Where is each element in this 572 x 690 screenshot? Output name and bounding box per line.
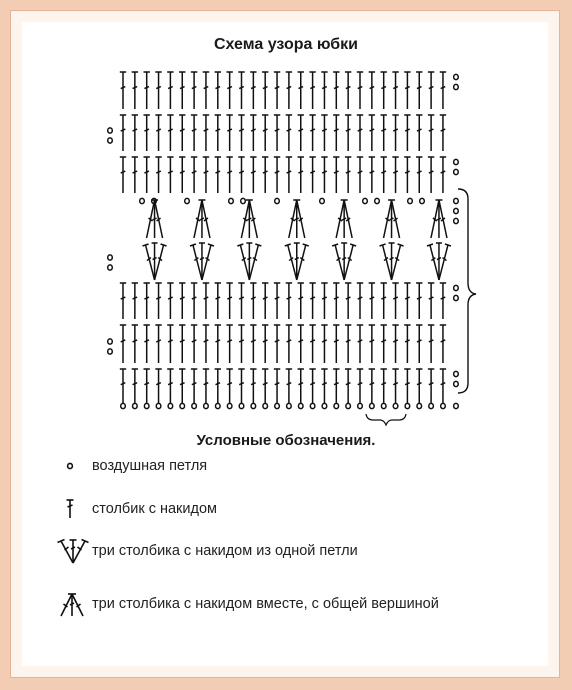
dc-stitch xyxy=(238,369,244,404)
dc-stitch xyxy=(286,115,292,151)
dc-stitch xyxy=(309,283,315,319)
legend-label-cluster: три столбика с накидом вместе, с общей вершиной xyxy=(92,596,439,612)
foundation-chain-stitch xyxy=(441,403,446,408)
dc-stitch xyxy=(155,369,161,404)
legend-label-dc: столбик с накидом xyxy=(92,501,217,517)
turning-chain-stitch xyxy=(108,339,113,344)
dc-stitch xyxy=(203,157,209,193)
dc-stitch xyxy=(392,115,398,151)
dc-stitch xyxy=(132,72,138,109)
dc-stitch xyxy=(250,157,256,193)
dc-stitch xyxy=(262,369,268,404)
dc-stitch xyxy=(238,325,244,363)
dc-stitch xyxy=(333,369,339,404)
turning-chain-stitch xyxy=(454,198,459,203)
legend-label-chain: воздушная петля xyxy=(92,458,208,474)
dc-stitch xyxy=(167,157,173,193)
between-chain-stitch xyxy=(420,198,425,203)
dc-stitch xyxy=(369,283,375,319)
dc-stitch xyxy=(381,369,387,404)
cluster-stitch xyxy=(194,200,210,238)
dc-stitch xyxy=(167,283,173,319)
dc-stitch xyxy=(404,72,410,109)
turning-chain-stitch xyxy=(108,349,113,354)
dc-stitch xyxy=(191,283,197,319)
dc-stitch xyxy=(238,283,244,319)
cluster-stitch xyxy=(384,200,400,238)
dc-stitch xyxy=(132,157,138,193)
dc-stitch xyxy=(120,115,126,151)
foundation-chain-stitch xyxy=(133,403,138,408)
dc-stitch xyxy=(274,115,280,151)
dc-stitch xyxy=(357,157,363,193)
dc-stitch xyxy=(321,157,327,193)
foundation-chain-stitch xyxy=(156,403,161,408)
column-repeat-brace xyxy=(366,414,406,425)
dc-stitch xyxy=(440,283,446,319)
dc-stitch xyxy=(144,369,150,404)
dc-stitch xyxy=(440,325,446,363)
dc-stitch xyxy=(345,157,351,193)
dc-stitch xyxy=(155,157,161,193)
foundation-chain-stitch xyxy=(429,403,434,408)
dc-stitch xyxy=(298,283,304,319)
dc-stitch xyxy=(298,72,304,109)
turning-chain-stitch xyxy=(454,371,459,376)
dc-stitch xyxy=(309,325,315,363)
fan-stitch xyxy=(380,243,404,280)
dc-stitch xyxy=(381,115,387,151)
dc-stitch xyxy=(262,115,268,151)
dc-stitch xyxy=(369,115,375,151)
dc-stitch xyxy=(440,369,446,404)
dc-stitch xyxy=(120,283,126,319)
dc-stitch xyxy=(428,325,434,363)
turning-chain-stitch xyxy=(454,84,459,89)
fan-stitch xyxy=(237,243,261,280)
legend-item-dc xyxy=(56,494,217,524)
dc-stitch xyxy=(416,369,422,404)
dc-stitch xyxy=(345,369,351,404)
dc-stitch xyxy=(250,325,256,363)
dc-stitch xyxy=(357,72,363,109)
legend-item-cluster xyxy=(56,589,439,619)
dc-stitch xyxy=(416,72,422,109)
fan-stitch xyxy=(190,243,214,280)
dc-stitch xyxy=(298,115,304,151)
dc-stitch xyxy=(191,72,197,109)
foundation-chain-stitch xyxy=(405,403,410,408)
dc-stitch xyxy=(250,369,256,404)
legend-item-chain xyxy=(56,451,207,481)
foundation-chain-stitch xyxy=(204,403,209,408)
dc-stitch xyxy=(309,369,315,404)
dc-stitch xyxy=(274,283,280,319)
dc-stitch xyxy=(179,115,185,151)
foundation-chain-stitch xyxy=(381,403,386,408)
dc-stitch xyxy=(369,157,375,193)
dc-stitch xyxy=(321,72,327,109)
dc-stitch xyxy=(215,283,221,319)
foundation-chain-stitch xyxy=(227,403,232,408)
turning-chain-stitch xyxy=(454,208,459,213)
dc-stitch xyxy=(120,72,126,109)
dc-stitch xyxy=(179,325,185,363)
dc-stitch xyxy=(167,72,173,109)
dc-stitch xyxy=(369,325,375,363)
dc-stitch xyxy=(298,369,304,404)
dc-stitch xyxy=(381,283,387,319)
foundation-chain-stitch xyxy=(180,403,185,408)
between-chain-stitch xyxy=(363,198,368,203)
between-chain-stitch xyxy=(320,198,325,203)
dc-stitch xyxy=(226,283,232,319)
foundation-chain-stitch xyxy=(168,403,173,408)
foundation-chain-stitch xyxy=(216,403,221,408)
between-chain-stitch xyxy=(408,198,413,203)
fan-stitch xyxy=(427,243,451,280)
turning-chain-stitch xyxy=(454,381,459,386)
dc-stitch xyxy=(333,115,339,151)
dc-stitch xyxy=(120,369,126,404)
dc-stitch xyxy=(428,115,434,151)
foundation-chain-stitch xyxy=(275,403,280,408)
dc-stitch xyxy=(226,72,232,109)
dc-stitch xyxy=(144,157,150,193)
dc-stitch xyxy=(215,369,221,404)
dc-stitch xyxy=(215,115,221,151)
dc-stitch xyxy=(309,157,315,193)
dc-stitch xyxy=(357,283,363,319)
foundation-chain-stitch xyxy=(358,403,363,408)
dc-stitch xyxy=(333,283,339,319)
row-repeat-bracket xyxy=(458,189,476,393)
foundation-chain-stitch xyxy=(192,403,197,408)
dc-stitch xyxy=(203,325,209,363)
dc-stitch xyxy=(357,115,363,151)
dc-stitch xyxy=(404,283,410,319)
dc-stitch xyxy=(262,283,268,319)
dc-stitch xyxy=(416,283,422,319)
double-crochet-icon xyxy=(56,494,90,524)
dc-stitch xyxy=(345,72,351,109)
turning-chain-stitch xyxy=(454,159,459,164)
dc-stitch xyxy=(215,72,221,109)
dc-stitch xyxy=(238,157,244,193)
dc-stitch xyxy=(215,157,221,193)
dc-stitch xyxy=(357,325,363,363)
dc-stitch xyxy=(309,115,315,151)
dc-stitch xyxy=(321,369,327,404)
turning-chain-stitch xyxy=(454,218,459,223)
turning-chain-stitch xyxy=(454,285,459,290)
foundation-chain-stitch xyxy=(393,403,398,408)
dc-stitch xyxy=(274,157,280,193)
between-chain-stitch xyxy=(229,198,234,203)
dc-stitch xyxy=(203,72,209,109)
dc-stitch xyxy=(333,157,339,193)
between-chain-stitch xyxy=(140,198,145,203)
dc-stitch xyxy=(392,72,398,109)
dc-stitch xyxy=(333,325,339,363)
dc-stitch xyxy=(262,325,268,363)
dc-stitch xyxy=(321,325,327,363)
dc-stitch xyxy=(392,325,398,363)
turning-chain-stitch xyxy=(108,138,113,143)
dc-stitch xyxy=(155,72,161,109)
dc-stitch xyxy=(191,115,197,151)
dc-stitch xyxy=(167,115,173,151)
dc-stitch xyxy=(381,72,387,109)
dc-stitch xyxy=(392,157,398,193)
foundation-chain-stitch xyxy=(346,403,351,408)
dc-stitch xyxy=(191,325,197,363)
dc-stitch xyxy=(203,115,209,151)
dc-stitch xyxy=(369,72,375,109)
dc-stitch xyxy=(309,72,315,109)
between-chain-stitch xyxy=(185,198,190,203)
dc-stitch xyxy=(179,157,185,193)
dc-stitch xyxy=(144,115,150,151)
turning-chain-stitch xyxy=(454,295,459,300)
dc-stitch xyxy=(286,325,292,363)
cluster-stitch xyxy=(431,200,447,238)
dc-stitch xyxy=(179,369,185,404)
dc-stitch xyxy=(404,369,410,404)
legend-item-fan xyxy=(56,536,358,566)
foundation-chain-stitch xyxy=(287,403,292,408)
dc-stitch xyxy=(144,325,150,363)
dc-stitch xyxy=(262,157,268,193)
dc-stitch xyxy=(167,369,173,404)
dc-stitch xyxy=(357,369,363,404)
dc-stitch xyxy=(132,115,138,151)
dc-stitch xyxy=(179,72,185,109)
dc-stitch xyxy=(226,157,232,193)
turning-chain-stitch xyxy=(108,265,113,270)
cluster-stitch xyxy=(147,200,163,238)
dc-stitch xyxy=(191,369,197,404)
dc-stitch xyxy=(345,283,351,319)
cluster-stitch-icon xyxy=(56,589,90,619)
dc-stitch xyxy=(250,283,256,319)
between-chain-stitch xyxy=(375,198,380,203)
dc-stitch xyxy=(298,325,304,363)
dc-stitch xyxy=(440,115,446,151)
dc-stitch xyxy=(428,72,434,109)
dc-stitch xyxy=(226,325,232,363)
dc-stitch xyxy=(440,72,446,109)
foundation-chain-stitch xyxy=(251,403,256,408)
foundation-chain-stitch xyxy=(322,403,327,408)
dc-stitch xyxy=(298,157,304,193)
dc-stitch xyxy=(274,369,280,404)
dc-stitch xyxy=(392,369,398,404)
foundation-chain-stitch xyxy=(298,403,303,408)
turning-chain-stitch xyxy=(108,128,113,133)
dc-stitch xyxy=(179,283,185,319)
cluster-stitch xyxy=(289,200,305,238)
dc-stitch xyxy=(404,115,410,151)
dc-stitch xyxy=(286,72,292,109)
dc-stitch xyxy=(238,115,244,151)
dc-stitch xyxy=(120,325,126,363)
dc-stitch xyxy=(286,157,292,193)
dc-stitch xyxy=(203,369,209,404)
dc-stitch xyxy=(286,283,292,319)
foundation-chain-stitch xyxy=(417,403,422,408)
dc-stitch xyxy=(381,157,387,193)
diagram-title: Схема узора юбки xyxy=(213,36,359,53)
dc-stitch xyxy=(155,115,161,151)
dc-stitch xyxy=(428,283,434,319)
chain-stitch-icon xyxy=(56,451,90,481)
fan-stitch xyxy=(285,243,309,280)
dc-stitch xyxy=(333,72,339,109)
dc-stitch xyxy=(321,283,327,319)
dc-stitch xyxy=(262,72,268,109)
dc-stitch xyxy=(404,157,410,193)
dc-stitch xyxy=(440,157,446,193)
dc-stitch xyxy=(416,157,422,193)
dc-stitch xyxy=(144,72,150,109)
dc-stitch xyxy=(345,115,351,151)
dc-stitch xyxy=(250,115,256,151)
foundation-chain-stitch xyxy=(310,403,315,408)
foundation-chain-stitch xyxy=(121,403,126,408)
dc-stitch xyxy=(321,115,327,151)
dc-stitch xyxy=(132,369,138,404)
foundation-chain-stitch xyxy=(263,403,268,408)
legend-label-fan: три столбика с накидом из одной петли xyxy=(92,543,358,559)
foundation-chain-stitch xyxy=(144,403,149,408)
dc-stitch xyxy=(191,157,197,193)
cluster-stitch xyxy=(241,200,257,238)
turning-chain-stitch xyxy=(454,403,459,408)
cluster-stitch xyxy=(336,200,352,238)
dc-stitch xyxy=(167,325,173,363)
dc-stitch xyxy=(274,325,280,363)
dc-stitch xyxy=(345,325,351,363)
between-chain-stitch xyxy=(241,198,246,203)
dc-stitch xyxy=(428,369,434,404)
fan-stitch xyxy=(143,243,167,280)
dc-stitch xyxy=(226,115,232,151)
foundation-chain-stitch xyxy=(334,403,339,408)
dc-stitch xyxy=(250,72,256,109)
dc-stitch xyxy=(155,283,161,319)
dc-stitch xyxy=(428,157,434,193)
dc-stitch xyxy=(132,283,138,319)
turning-chain-stitch xyxy=(454,169,459,174)
dc-stitch xyxy=(404,325,410,363)
dc-stitch xyxy=(416,325,422,363)
dc-stitch xyxy=(286,369,292,404)
fan-stitch-icon xyxy=(56,536,90,566)
dc-stitch xyxy=(203,283,209,319)
between-chain-stitch xyxy=(275,198,280,203)
foundation-chain-stitch xyxy=(370,403,375,408)
dc-stitch xyxy=(215,325,221,363)
dc-stitch xyxy=(144,283,150,319)
turning-chain-stitch xyxy=(454,74,459,79)
fan-stitch xyxy=(332,243,356,280)
dc-stitch xyxy=(120,157,126,193)
dc-stitch xyxy=(416,115,422,151)
foundation-chain-stitch xyxy=(239,403,244,408)
dc-stitch xyxy=(132,325,138,363)
dc-stitch xyxy=(155,325,161,363)
dc-stitch xyxy=(274,72,280,109)
dc-stitch xyxy=(226,369,232,404)
turning-chain-stitch xyxy=(108,255,113,260)
dc-stitch xyxy=(238,72,244,109)
dc-stitch xyxy=(369,369,375,404)
dc-stitch xyxy=(381,325,387,363)
legend-title: Условные обозначения. xyxy=(196,432,376,449)
dc-stitch xyxy=(392,283,398,319)
